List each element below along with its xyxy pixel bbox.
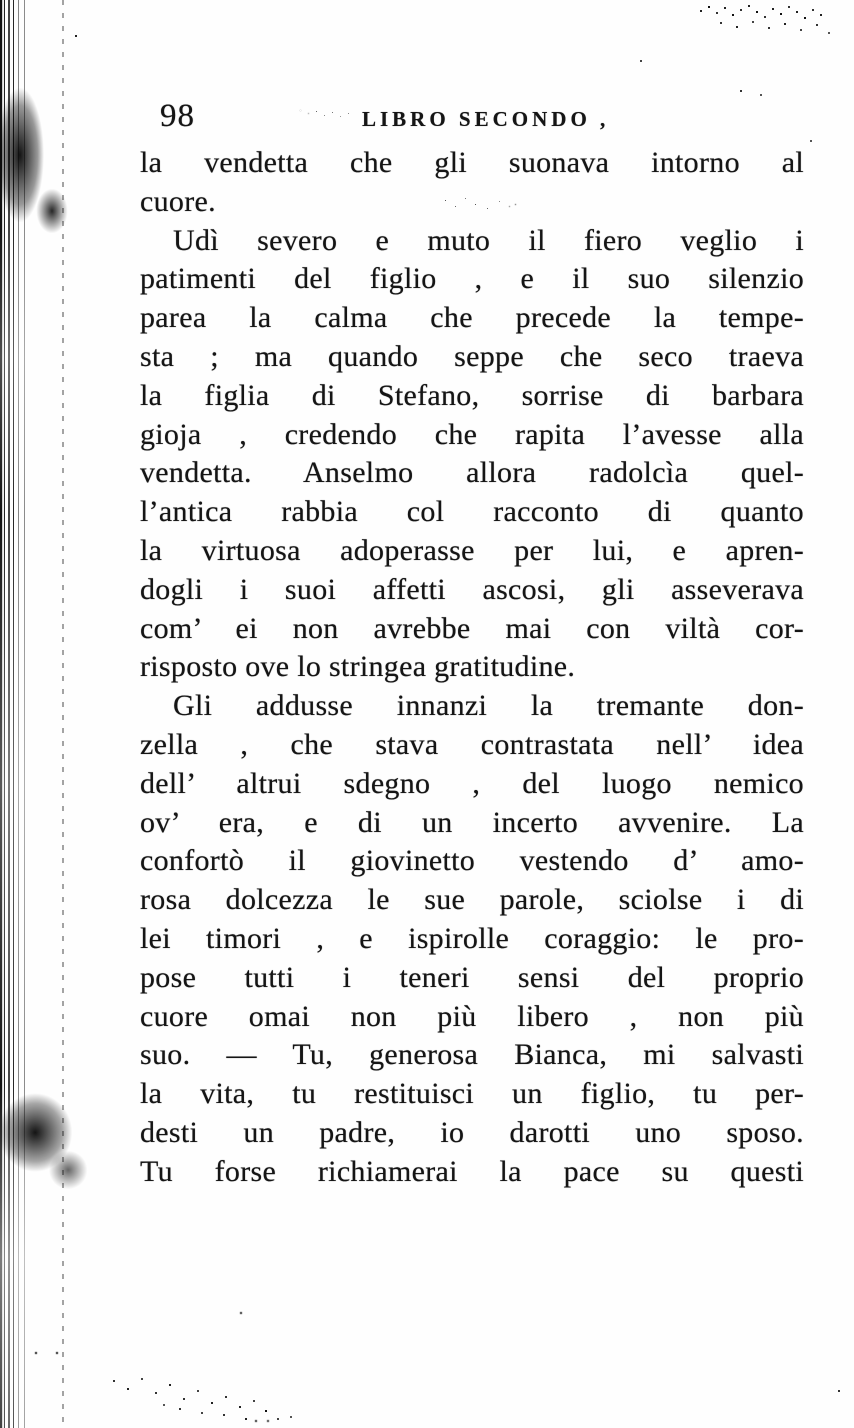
ink-blob-top-left (0, 55, 80, 255)
text-line: ov’ era, e di un incerto avvenire. La (140, 805, 804, 839)
ink-blob-mid-left (0, 1085, 110, 1210)
body-text (140, 144, 804, 1192)
text-line: pose tutti i teneri sensi del proprio (140, 960, 804, 994)
text-line: la vendetta che gli suonava intorno al (140, 146, 804, 179)
text-line: rosa dolcezza le sue parole, sciolse i di (140, 883, 804, 917)
text-line: com’ ei non avrebbe mai con viltà cor- (140, 611, 804, 645)
text-line: risposto ove lo stringea gratitudine. (140, 650, 576, 684)
text-line: patimenti del figlio , e il suo silenzio (140, 262, 804, 296)
text-line: parea la calma che precede la tempe- (140, 301, 804, 335)
text-line: Gli addusse innanzi la tremante don- (173, 689, 804, 723)
text-line: lei timori , e ispirolle coraggio: le pro- (140, 921, 804, 955)
running-header: LIBRO SECONDO , (362, 107, 610, 131)
scan-speckles-top-right (690, 2, 692, 4)
page-number: 98 (160, 98, 195, 134)
scan-speckles-bottom-left (105, 1370, 107, 1372)
text-line: Udì severo e muto il fiero veglio i (173, 223, 804, 257)
text-line: l’antica rabbia col racconto di quanto (140, 495, 804, 529)
text-line: sta ; ma quando seppe che seco traeva (140, 339, 804, 373)
text-line: vendetta. Anselmo allora radolcìa quel- (140, 456, 804, 490)
text-line: desti un padre, io darotti uno sposo. (140, 1115, 804, 1149)
text-line: suo. — Tu, generosa Bianca, mi salvasti (140, 1038, 804, 1072)
text-line: confortò il giovinetto vestendo d’ amo- (140, 844, 804, 878)
text-line: dell’ altrui sdegno , del luogo nemico (140, 766, 804, 800)
text-line: la virtuosa adoperasse per lui, e apren- (140, 533, 804, 567)
text-line: Tu forse richiamerai la pace su questi (140, 1154, 804, 1188)
text-line: gioja , credendo che rapita l’avesse alla (140, 417, 804, 451)
text-line: la vita, tu restituisci un figlio, tu per- (140, 1077, 804, 1111)
header-row (140, 98, 804, 142)
text-line: cuore. (140, 184, 216, 218)
text-line: cuore omai non più libero , non più (140, 999, 804, 1033)
text-line: dogli i suoi affetti ascosi, gli asseverava (140, 572, 804, 606)
text-line: zella , che stava contrastata nell’ idea (140, 727, 804, 761)
text-line: la figlia di Stefano, sorrise di barbara (140, 378, 804, 412)
scan-speckles-misc (0, 0, 2, 2)
